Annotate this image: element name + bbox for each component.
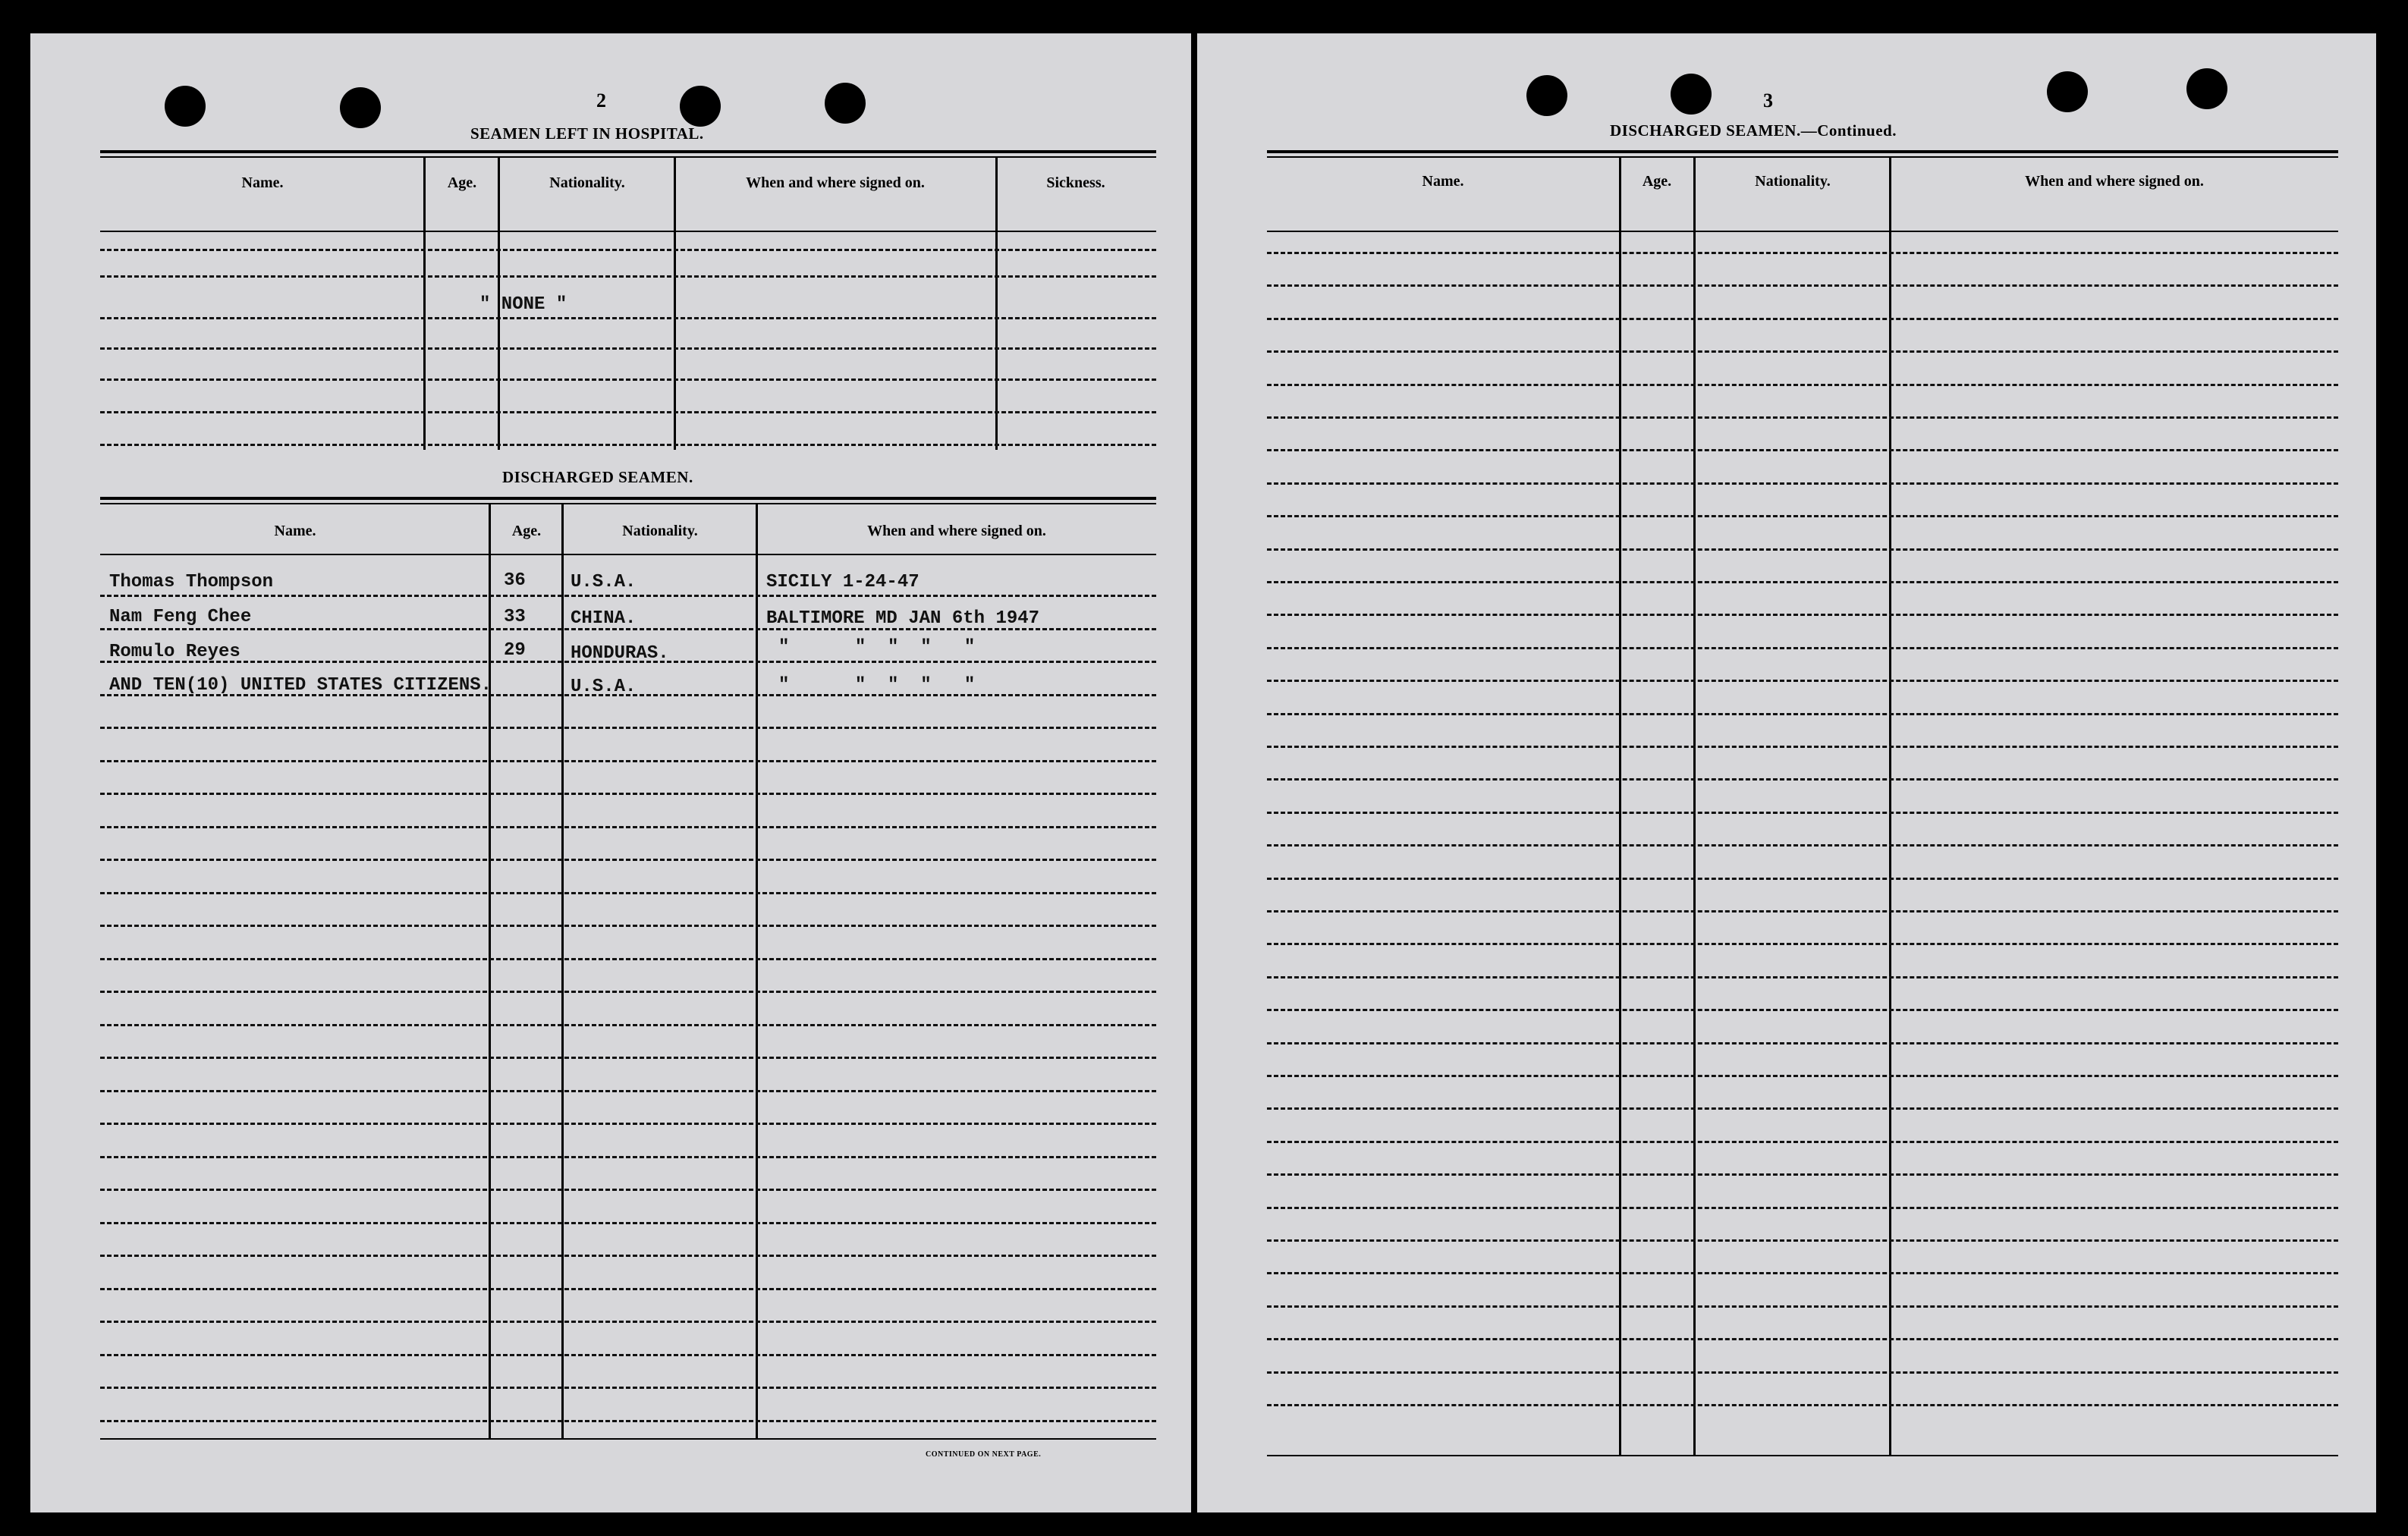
ruled-line	[100, 727, 1156, 729]
ruled-line	[100, 1057, 1156, 1059]
discharged-nationality: HONDURAS.	[571, 643, 669, 664]
table-rule	[1267, 156, 2338, 158]
ruled-line	[1267, 1042, 2338, 1044]
ruled-line	[100, 1288, 1156, 1290]
ruled-line	[100, 1387, 1156, 1389]
ruled-line	[100, 1321, 1156, 1323]
discharged-name: AND TEN(10) UNITED STATES CITIZENS.	[109, 675, 492, 696]
punch-hole	[340, 87, 381, 128]
ruled-line	[1267, 252, 2338, 254]
ruled-line	[100, 925, 1156, 927]
ruled-line	[1267, 416, 2338, 419]
column-header-signed-on: When and where signed on.	[867, 523, 1046, 539]
table-rule	[1267, 231, 2338, 232]
ruled-line	[100, 347, 1156, 350]
column-header-age: Age.	[447, 174, 477, 191]
page-number: 2	[596, 90, 606, 112]
discharged-name: Thomas Thompson	[109, 572, 274, 592]
ruled-line	[100, 444, 1156, 446]
column-header-sickness: Sickness.	[1046, 174, 1105, 191]
ruled-line	[1267, 350, 2338, 353]
table-rule	[100, 503, 1156, 504]
punch-hole	[680, 86, 721, 127]
discharged-age: 36	[504, 570, 526, 591]
ruled-line	[100, 1123, 1156, 1125]
ruled-line	[1267, 943, 2338, 945]
discharged-name: Romulo Reyes	[109, 642, 240, 662]
discharged-signed-on: SICILY 1-24-47	[766, 572, 920, 592]
ruled-line	[1267, 1305, 2338, 1308]
column-divider	[489, 504, 491, 1438]
left-page	[30, 33, 1191, 1512]
ruled-line	[100, 760, 1156, 762]
ruled-line	[100, 1090, 1156, 1092]
ruled-line	[1267, 976, 2338, 978]
discharged-name: Nam Feng Chee	[109, 607, 252, 627]
column-header-age: Age.	[511, 523, 542, 539]
table-rule	[1267, 150, 2338, 153]
punch-hole	[825, 83, 866, 124]
ruled-line	[100, 859, 1156, 861]
ruled-line	[1267, 449, 2338, 451]
ruled-line	[100, 1255, 1156, 1257]
punch-hole	[1526, 75, 1567, 116]
ruled-line	[100, 1222, 1156, 1224]
ruled-line	[100, 793, 1156, 795]
ruled-line	[100, 379, 1156, 381]
column-header-signed-on: When and where signed on.	[746, 174, 925, 191]
ruled-line	[1267, 1141, 2338, 1143]
ruled-line	[1267, 1239, 2338, 1242]
discharged-nationality: U.S.A.	[571, 572, 637, 592]
discharged-age: 33	[504, 607, 526, 627]
ruled-line	[1267, 680, 2338, 682]
ruled-line	[1267, 515, 2338, 517]
discharged-signed-on: " " " " "	[778, 675, 976, 696]
column-header-name: Name.	[274, 523, 316, 539]
ruled-line	[100, 892, 1156, 894]
punch-hole	[2186, 68, 2227, 109]
ruled-line	[1267, 284, 2338, 287]
column-header-signed-on: When and where signed on.	[2025, 173, 2204, 190]
column-header-nationality: Nationality.	[622, 523, 698, 539]
column-divider	[756, 504, 758, 1438]
ruled-line	[1267, 1173, 2338, 1176]
hospital-entry: " NONE "	[479, 294, 567, 315]
column-divider	[674, 158, 676, 450]
ruled-line	[100, 411, 1156, 413]
ruled-line	[100, 317, 1156, 319]
table-rule	[100, 497, 1156, 500]
ruled-line	[100, 1024, 1156, 1026]
continued-note: CONTINUED ON NEXT PAGE.	[926, 1450, 1042, 1459]
column-header-name: Name.	[1422, 173, 1464, 190]
ruled-line	[1267, 614, 2338, 616]
column-header-age: Age.	[1642, 173, 1672, 190]
table-rule	[100, 1438, 1156, 1440]
table-rule	[100, 554, 1156, 555]
section-title-discharged: DISCHARGED SEAMEN.	[502, 468, 693, 486]
section-title-hospital: SEAMEN LEFT IN HOSPITAL.	[470, 124, 704, 143]
ruled-line	[1267, 318, 2338, 320]
ruled-line	[1267, 482, 2338, 485]
ruled-line	[1267, 713, 2338, 715]
ruled-line	[1267, 878, 2338, 880]
discharged-signed-on: BALTIMORE MD JAN 6th 1947	[766, 608, 1040, 629]
column-divider	[561, 504, 564, 1438]
column-divider	[995, 158, 998, 450]
ruled-line	[1267, 1075, 2338, 1077]
discharged-nationality: U.S.A.	[571, 677, 637, 697]
table-rule	[100, 156, 1156, 158]
ruled-line	[1267, 384, 2338, 386]
section-title-discharged-continued: DISCHARGED SEAMEN.—Continued.	[1610, 121, 1897, 140]
ruled-line	[100, 1156, 1156, 1158]
ruled-line	[1267, 548, 2338, 551]
ruled-line	[1267, 1107, 2338, 1110]
ruled-line	[1267, 1009, 2338, 1011]
table-rule	[100, 150, 1156, 153]
table-rule	[1267, 1455, 2338, 1456]
ruled-line	[1267, 778, 2338, 781]
ruled-line	[1267, 1404, 2338, 1406]
ruled-line	[1267, 1207, 2338, 1209]
ruled-line	[1267, 746, 2338, 748]
discharged-age: 29	[504, 640, 526, 661]
discharged-signed-on: " " " " "	[778, 637, 976, 658]
ruled-line	[1267, 812, 2338, 814]
column-divider	[423, 158, 426, 450]
discharged-nationality: CHINA.	[571, 608, 637, 629]
ruled-line	[100, 1354, 1156, 1356]
page-number: 3	[1763, 90, 1773, 112]
ruled-line	[100, 275, 1156, 278]
ruled-line	[1267, 647, 2338, 649]
punch-hole	[2047, 71, 2088, 112]
ruled-line	[1267, 581, 2338, 583]
column-header-nationality: Nationality.	[1755, 173, 1831, 190]
ruled-line	[100, 249, 1156, 251]
ruled-line	[100, 1189, 1156, 1191]
ruled-line	[100, 595, 1156, 597]
ruled-line	[1267, 1272, 2338, 1274]
right-page	[1197, 33, 2376, 1512]
ruled-line	[100, 991, 1156, 993]
table-rule	[100, 231, 1156, 232]
ruled-line	[1267, 1371, 2338, 1374]
punch-hole	[1671, 74, 1712, 115]
ruled-line	[1267, 1338, 2338, 1340]
ruled-line	[100, 958, 1156, 960]
ruled-line	[100, 1420, 1156, 1422]
punch-hole	[165, 86, 206, 127]
column-header-nationality: Nationality.	[549, 174, 625, 191]
ruled-line	[1267, 844, 2338, 847]
ruled-line	[1267, 910, 2338, 912]
column-header-name: Name.	[241, 174, 284, 191]
ruled-line	[100, 826, 1156, 828]
